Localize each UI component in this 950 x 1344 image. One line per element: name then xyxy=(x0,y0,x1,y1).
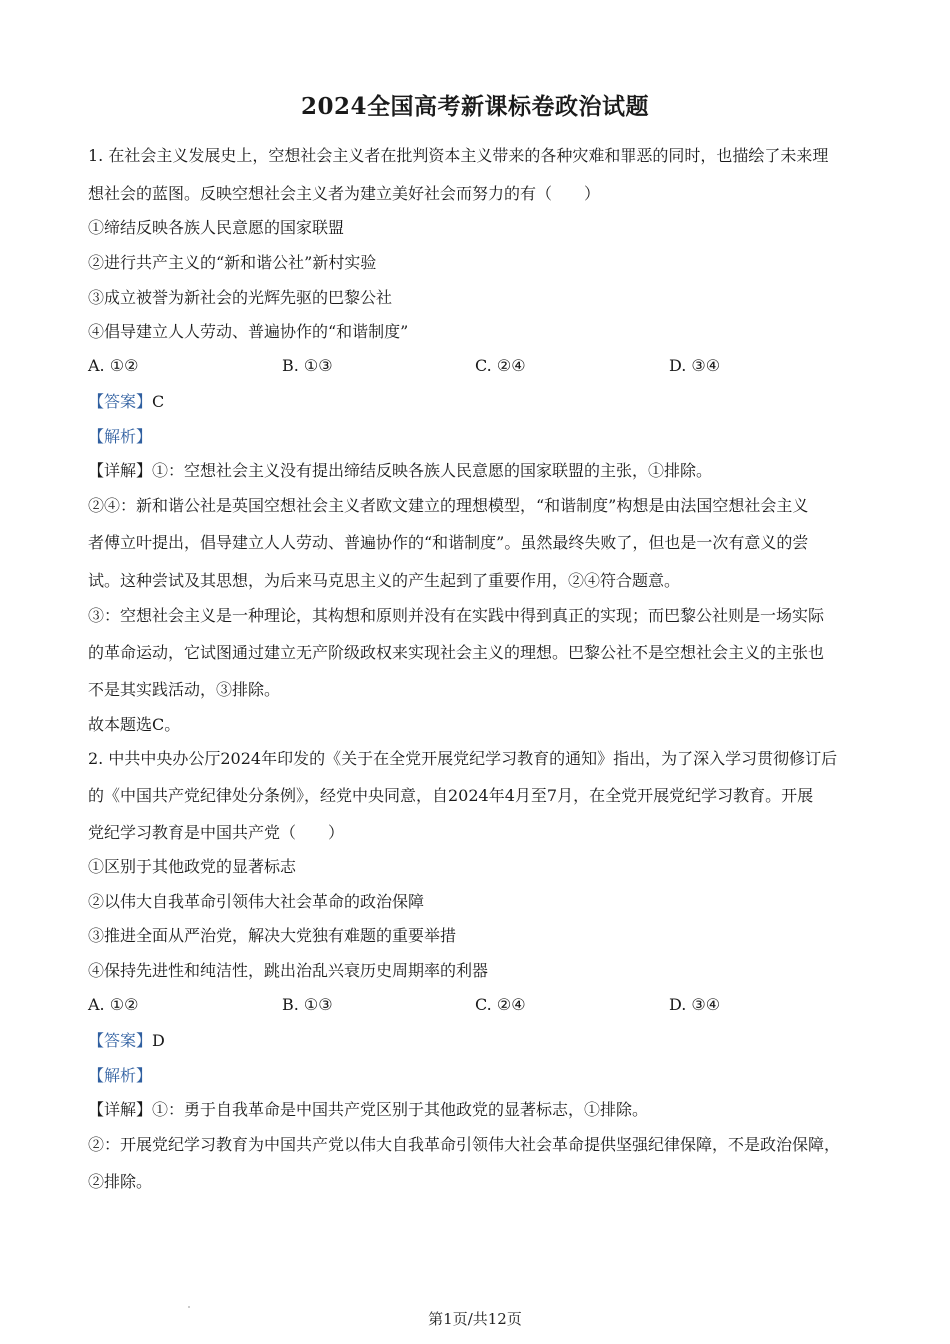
q2-option-a: A. ①② xyxy=(88,995,139,1014)
q2-item-4: ④保持先进性和纯洁性，跳出治乱兴衰历史周期率的利器 xyxy=(88,961,489,980)
q2-analysis-tag: 【解析】 xyxy=(88,1066,153,1085)
q2-answer-value: D xyxy=(152,1031,165,1050)
q1-item-1: ①缔结反映各族人民意愿的国家联盟 xyxy=(88,218,345,237)
q1-answer-value: C xyxy=(152,392,165,411)
q2-detail-line-3: ②排除。 xyxy=(88,1172,153,1191)
q1-detail-line-2: ②④：新和谐公社是英国空想社会主义者欧文建立的理想模型，“和谐制度”构想是由法国空想社会主义 xyxy=(88,496,809,515)
q1-analysis-tag: 【解析】 xyxy=(88,427,153,446)
q1-option-b: B. ①③ xyxy=(282,356,333,375)
q1-item-4: ④倡导建立人人劳动、普遍协作的“和谐制度” xyxy=(88,322,409,341)
q2-detail-line-2: ②：开展党纪学习教育为中国共产党以伟大自我革命引领伟大社会革命提供坚强纪律保障，不是政治保障， xyxy=(88,1135,841,1154)
q2-detail-tag: 【详解】 xyxy=(88,1100,153,1119)
q2-option-d: D. ③④ xyxy=(669,995,721,1014)
page-footer: 第1页/共12页 xyxy=(428,1310,522,1328)
q2-option-c: C. ②④ xyxy=(475,995,526,1014)
q2-answer-tag: 【答案】 xyxy=(88,1031,153,1050)
q1-detail-line-7: 不是其实践活动，③排除。 xyxy=(88,680,281,699)
q2-item-3: ③推进全面从严治党，解决大党独有难题的重要举措 xyxy=(88,926,457,945)
q1-detail-line-1 xyxy=(88,461,712,481)
q1-conclusion: 故本题选C。 xyxy=(88,715,181,734)
q1-answer-tag: 【答案】 xyxy=(88,392,153,411)
q2-stem-line-2: 的《中国共产党纪律处分条例》，经党中央同意，自2024年4月至7月，在全党开展党纪学习教育。开展 xyxy=(88,786,814,805)
q2-item-1: ①区别于其他政党的显著标志 xyxy=(88,857,297,876)
q2-answer xyxy=(88,1031,165,1051)
q1-option-c: C. ②④ xyxy=(475,356,526,375)
q2-stem-line-1: 2. 中共中央办公厅2024年印发的《关于在全党开展党纪学习教育的通知》指出，为了深入学习贯彻修订后 xyxy=(88,749,838,768)
q1-detail-line-5: ③：空想社会主义是一种理论，其构想和原则并没有在实践中得到真正的实现；而巴黎公社则是一场实际 xyxy=(88,606,825,625)
q1-detail-tag: 【详解】 xyxy=(88,461,153,480)
q2-option-b: B. ①③ xyxy=(282,995,333,1014)
q1-detail-line-4: 试。这种尝试及其思想，为后来马克思主义的产生起到了重要作用，②④符合题意。 xyxy=(88,571,681,590)
q2-options xyxy=(88,995,868,1015)
q1-stem-line-2: 想社会的蓝图。反映空想社会主义者为建立美好社会而努力的有（ ） xyxy=(88,184,601,203)
q1-detail-text-1: ①：空想社会主义没有提出缔结反映各族人民意愿的国家联盟的主张，①排除。 xyxy=(152,461,713,480)
q2-stem-line-3: 党纪学习教育是中国共产党（ ） xyxy=(88,823,345,842)
q1-stem-line-1: 1. 在社会主义发展史上，空想社会主义者在批判资本主义带来的各种灾难和罪恶的同时，也描绘了未来理 xyxy=(88,146,829,165)
q1-option-a: A. ①② xyxy=(88,356,139,375)
q1-answer xyxy=(88,392,164,412)
q1-option-d: D. ③④ xyxy=(669,356,721,375)
page-title: 2024全国高考新课标卷政治试题 xyxy=(300,93,649,120)
q2-item-2: ②以伟大自我革命引领伟大社会革命的政治保障 xyxy=(88,892,425,911)
q1-item-3: ③成立被誉为新社会的光辉先驱的巴黎公社 xyxy=(88,288,393,307)
q2-detail-line-1 xyxy=(88,1100,648,1120)
q1-item-2: ②进行共产主义的“新和谐公社”新村实验 xyxy=(88,253,377,272)
q2-detail-text-1: ①：勇于自我革命是中国共产党区别于其他政党的显著标志，①排除。 xyxy=(152,1100,649,1119)
q1-options xyxy=(88,356,868,376)
q1-detail-line-3: 者傅立叶提出，倡导建立人人劳动、普遍协作的“和谐制度”。虽然最终失败了，但也是一次有意义的尝 xyxy=(88,533,809,552)
q1-detail-line-6: 的革命运动，它试图通过建立无产阶级政权来实现社会主义的理想。巴黎公社不是空想社会主义的主张也 xyxy=(88,643,825,662)
